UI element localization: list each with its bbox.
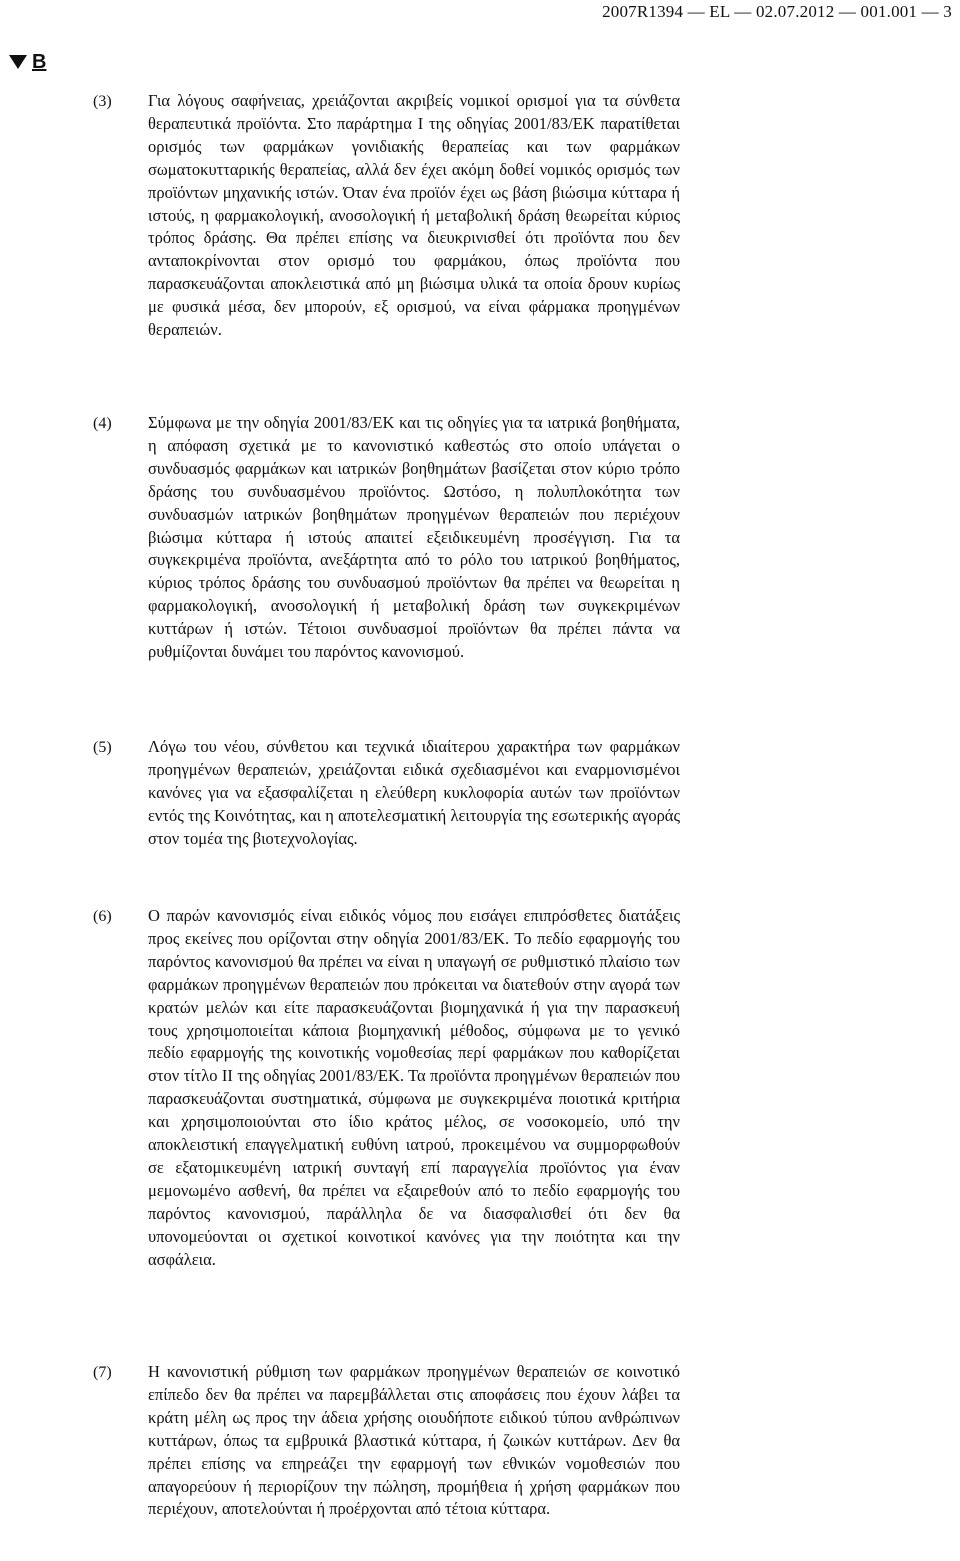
recital-number: (7) [93,1364,112,1381]
recital-number: (3) [93,93,112,110]
recital-number: (4) [93,415,112,432]
recital-number: (6) [93,908,112,925]
recital-text: Η κανονιστική ρύθμιση των φαρμάκων προηγμένων θεραπειών σε κοινοτικό επίπεδο δεν θα πρέπει να παρεμβάλλεται στις αποφάσεις που έχουν λάβει τα κράτη μέλη ως προς την άδεια χρήσης οιουδήποτε ειδικού τύπου ανθρώπινων κυττάρων, όπως τα εμβρυικά βλαστικά κύτταρα, ή ζωικών κυττάρων. Δεν θα πρέπει επίσης να επηρεάζει την εφαρμογή των εθνικών νομοθεσιών που απαγορεύουν ή περιορίζουν την πώληση, προμήθεια ή χρήση φαρμάκων που περιέχουν, αποτελούνται ή προέρχονται από τέτοια κύτταρα. [148,1362,680,1519]
document-reference-header: 2007R1394 — EL — 02.07.2012 — 001.001 — 3 [602,2,952,21]
amendment-marker [9,52,46,72]
recital-text: Λόγω του νέου, σύνθετου και τεχνικά ιδιαίτερου χαρακτήρα των φαρμάκων προηγμένων θεραπειών, χρειάζονται ειδικά σχεδιασμένοι και εναρμονισμένοι κανόνες για να εξασφαλίζεται η ελεύθερη κυκλοφορία αυτών των προϊόντων εντός της Κοινότητας, και η αποτελεσματική λειτουργία της εσωτερικής αγοράς στον τομέα της βιοτεχνολογίας. [148,737,680,848]
recital-text: Ο παρών κανονισμός είναι ειδικός νόμος που εισάγει επιπρόσθετες διατάξεις προς εκείνες που ορίζονται στην οδηγία 2001/83/ΕΚ. Το πεδίο εφαρμογής του παρόντος κανονισμού θα πρέπει να είναι η υπαγωγή σε ρυθμιστικό πλαίσιο των φαρμάκων προηγμένων θεραπειών που πρόκειται να διατεθούν στην αγορά των κρατών μελών και είτε παρασκευάζονται βιομηχανικά ή για την παρασκευή τους χρησιμοποιείται κάποια βιομηχανική μέθοδος, σύμφωνα με το γενικό πεδίο εφαρμογής της κοινοτικής νομοθεσίας περί φαρμάκων που καθορίζεται στον τίτλο II της οδηγίας 2001/83/ΕΚ. Τα προϊόντα προηγμένων θεραπειών που παρασκευάζονται συστηματικά, σύμφωνα με συγκεκριμένα ποιοτικά κριτήρια και χρησιμοποιούνται στο ίδιο κράτος μέλος, σε νοσοκομείο, υπό την αποκλειστική επαγγελματική ευθύνη ιατρού, προκειμένου να συμμορφωθούν σε εξατομικευμένη ιατρική συνταγή επί παραγγελία προϊόντος για έναν μεμονωμένο ασθενή, θα πρέπει να εξαιρεθούν από το πεδίο εφαρμογής του παρόντος κανονισμού, παράλληλα δε να διασφαλισθεί ότι δεν θα υπονομεύονται οι σχετικοί κοινοτικοί κανόνες για την ποιότητα και την ασφάλεια. [148,906,680,1269]
amendment-marker-letter: B [32,51,47,73]
triangle-down-icon [9,55,27,69]
recital-text: Για λόγους σαφήνειας, χρειάζονται ακριβείς νομικοί ορισμοί για τα σύνθετα θεραπευτικά προϊόντα. Στο παράρτημα I της οδηγίας 2001/83/ΕΚ παρατίθεται ορισμός των φαρμάκων γονιδιακής θεραπείας και των φαρμάκων σωματοκυτταρικής θεραπείας, αλλά δεν έχει ακόμη δοθεί νομικός ορισμός των προϊόντων μηχανικής ιστών. Όταν ένα προϊόν έχει ως βάση βιώσιμα κύτταρα ή ιστούς, η φαρμακολογική, ανοσολογική ή μεταβολική δράση θεωρείται κύριος τρόπος δράσης. Θα πρέπει επίσης να διευκρινισθεί ότι προϊόντα που δεν ανταποκρίνονται στον ορισμό του φαρμάκου, όπως προϊόντα που παρασκευάζονται αποκλειστικά από μη βιώσιμα υλικά τα οποία δρουν κυρίως με φυσικά μέσα, δεν μπορούν, εξ ορισμού, να είναι φάρμακα προηγμένων θεραπειών. [148,91,680,340]
recital-number: (5) [93,739,112,756]
recital-text: Σύμφωνα με την οδηγία 2001/83/ΕΚ και τις οδηγίες για τα ιατρικά βοηθήματα, η απόφαση σχετικά με το κανονιστικό καθεστώς στο οποίο υπάγεται ο συνδυασμός φαρμάκων και ιατρικών βοηθημάτων βασίζεται στον κύριο τρόπο δράσης του συνδυασμένου προϊόντος. Ωστόσο, η πολυπλοκότητα των συνδυασμών ιατρικών βοηθημάτων προηγμένων θεραπειών που περιέχουν βιώσιμα κύτταρα ή ιστούς απαιτεί εξειδικευμένη προσέγγιση. Για τα συγκεκριμένα προϊόντα, ανεξάρτητα από το ρόλο του ιατρικού βοηθήματος, κύριος τρόπος δράσης του συνδυασμού προϊόντων θα πρέπει να θεωρείται η φαρμακολογική, ανοσολογική ή μεταβολική δράση των συγκεκριμένων κυττάρων ή ιστών. Τέτοιοι συνδυασμοί προϊόντων θα πρέπει πάντα να ρυθμίζονται δυνάμει του παρόντος κανονισμού. [148,413,680,662]
